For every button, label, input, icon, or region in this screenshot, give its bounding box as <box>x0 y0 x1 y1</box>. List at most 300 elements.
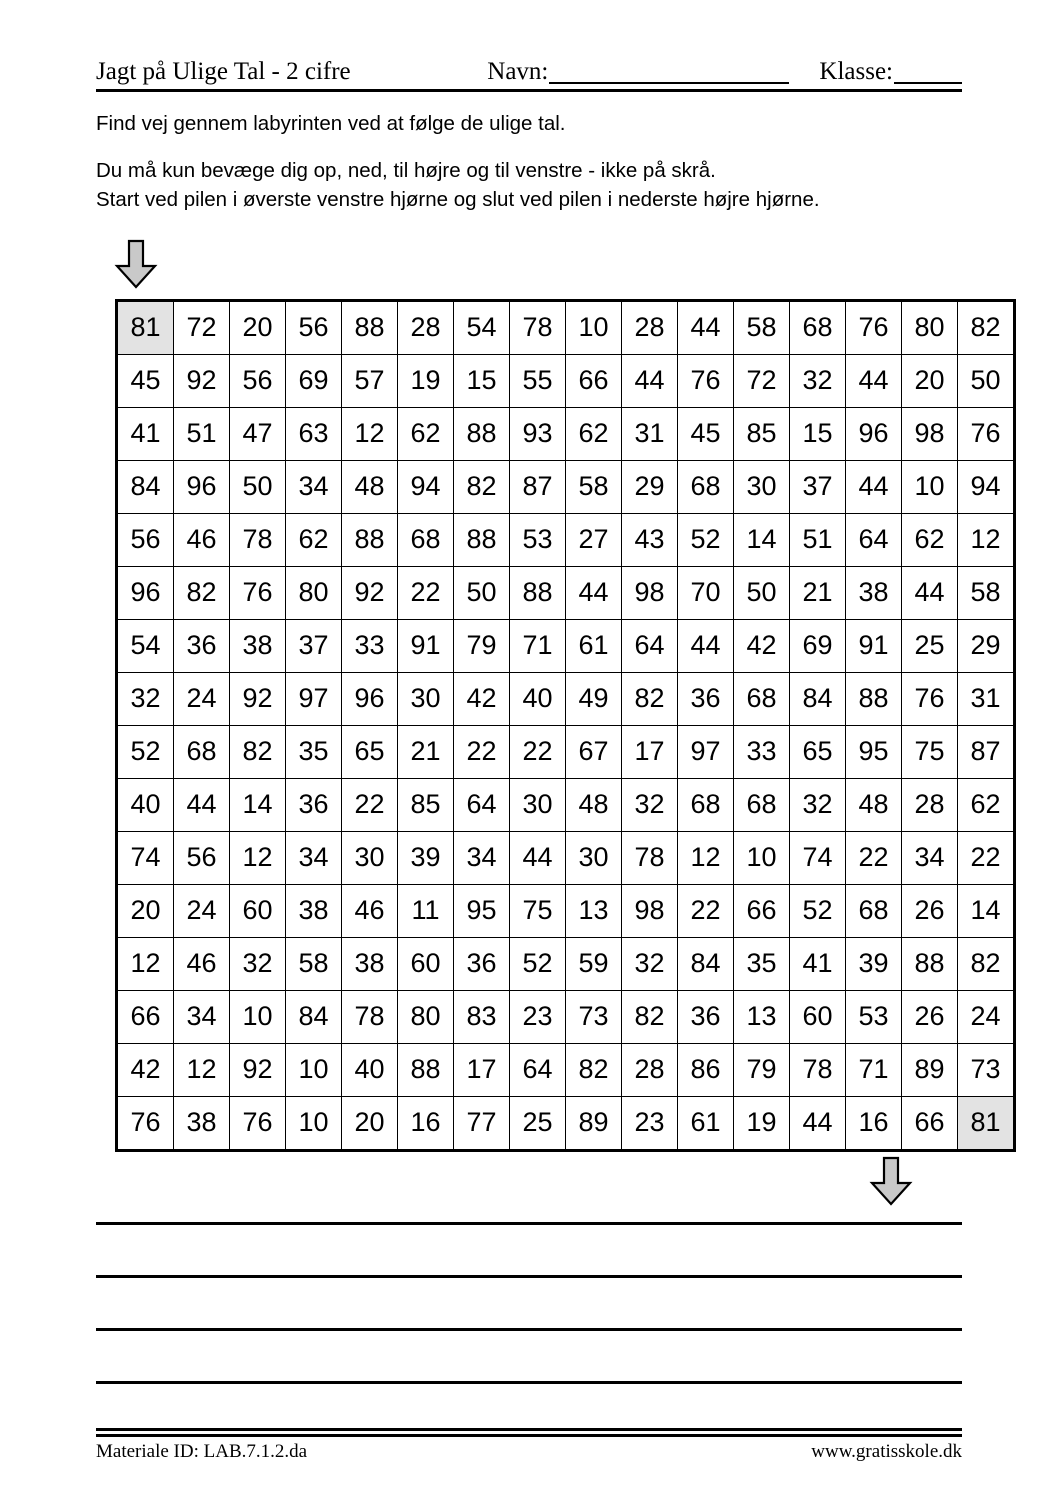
maze-cell[interactable]: 38 <box>342 937 398 990</box>
maze-cell[interactable]: 12 <box>678 831 734 884</box>
maze-cell[interactable]: 89 <box>902 1043 958 1096</box>
maze-cell[interactable]: 48 <box>846 778 902 831</box>
maze-cell[interactable]: 32 <box>622 778 678 831</box>
maze-cell[interactable]: 68 <box>398 513 454 566</box>
answer-lines <box>96 1222 962 1437</box>
maze-cell[interactable]: 66 <box>566 354 622 407</box>
maze-cell[interactable]: 82 <box>622 672 678 725</box>
maze-cell[interactable]: 82 <box>566 1043 622 1096</box>
maze-cell[interactable]: 59 <box>566 937 622 990</box>
answer-line[interactable] <box>96 1275 962 1278</box>
maze-cell[interactable]: 80 <box>286 566 342 619</box>
maze-cell[interactable]: 80 <box>902 300 958 354</box>
maze-cell[interactable]: 64 <box>846 513 902 566</box>
maze-cell[interactable]: 33 <box>342 619 398 672</box>
maze-cell[interactable]: 56 <box>286 300 342 354</box>
maze-end-cell[interactable]: 81 <box>958 1096 1015 1150</box>
instructions-block <box>96 114 962 211</box>
maze-cell[interactable]: 38 <box>230 619 286 672</box>
maze-cell[interactable]: 71 <box>510 619 566 672</box>
maze-cell[interactable]: 32 <box>790 778 846 831</box>
maze-cell[interactable]: 68 <box>678 460 734 513</box>
maze-cell[interactable]: 41 <box>117 407 174 460</box>
maze-row <box>117 937 1015 990</box>
maze-cell[interactable]: 12 <box>342 407 398 460</box>
maze-cell[interactable]: 82 <box>622 990 678 1043</box>
maze-cell[interactable]: 32 <box>117 672 174 725</box>
maze-cell[interactable]: 68 <box>678 778 734 831</box>
maze-cell[interactable]: 12 <box>958 513 1015 566</box>
maze-cell[interactable]: 93 <box>510 407 566 460</box>
maze-cell[interactable]: 74 <box>790 831 846 884</box>
maze-row <box>117 1043 1015 1096</box>
maze-cell[interactable]: 10 <box>734 831 790 884</box>
maze-cell[interactable]: 75 <box>902 725 958 778</box>
maze-cell[interactable]: 50 <box>734 566 790 619</box>
maze-cell[interactable]: 37 <box>790 460 846 513</box>
maze-cell[interactable]: 44 <box>566 566 622 619</box>
maze-cell[interactable]: 58 <box>566 460 622 513</box>
maze-cell[interactable]: 44 <box>174 778 230 831</box>
maze-cell[interactable]: 29 <box>958 619 1015 672</box>
maze-cell[interactable]: 36 <box>454 937 510 990</box>
maze-cell[interactable]: 76 <box>902 672 958 725</box>
maze-cell[interactable]: 40 <box>117 778 174 831</box>
maze-cell[interactable]: 10 <box>286 1043 342 1096</box>
maze-row <box>117 354 1015 407</box>
maze-cell[interactable]: 30 <box>342 831 398 884</box>
maze-cell[interactable]: 14 <box>230 778 286 831</box>
maze-cell[interactable]: 20 <box>902 354 958 407</box>
maze-cell[interactable]: 36 <box>678 990 734 1043</box>
maze-cell[interactable]: 44 <box>846 354 902 407</box>
maze-cell[interactable]: 23 <box>510 990 566 1043</box>
maze-cell[interactable]: 77 <box>454 1096 510 1150</box>
maze-cell[interactable]: 68 <box>734 672 790 725</box>
maze-grid <box>115 299 1016 1152</box>
maze-cell[interactable]: 48 <box>566 778 622 831</box>
maze-cell[interactable]: 96 <box>117 566 174 619</box>
maze-cell[interactable]: 13 <box>566 884 622 937</box>
maze-cell[interactable]: 20 <box>230 300 286 354</box>
maze-cell[interactable]: 76 <box>117 1096 174 1150</box>
maze-cell[interactable]: 75 <box>510 884 566 937</box>
maze-cell[interactable]: 42 <box>454 672 510 725</box>
maze-cell[interactable]: 49 <box>566 672 622 725</box>
maze-cell[interactable]: 58 <box>734 300 790 354</box>
maze-cell[interactable]: 78 <box>342 990 398 1043</box>
maze-cell[interactable]: 62 <box>902 513 958 566</box>
maze-cell[interactable]: 82 <box>230 725 286 778</box>
maze-cell[interactable]: 22 <box>342 778 398 831</box>
maze-cell[interactable]: 25 <box>510 1096 566 1150</box>
maze-cell[interactable]: 53 <box>846 990 902 1043</box>
maze-grid-body <box>117 300 1015 1150</box>
maze-cell[interactable]: 37 <box>286 619 342 672</box>
maze-cell[interactable]: 44 <box>846 460 902 513</box>
maze-cell[interactable]: 14 <box>958 884 1015 937</box>
maze-cell[interactable]: 38 <box>286 884 342 937</box>
maze-cell[interactable]: 96 <box>846 407 902 460</box>
maze-row <box>117 725 1015 778</box>
maze-cell[interactable]: 51 <box>174 407 230 460</box>
maze-row <box>117 300 1015 354</box>
maze-cell[interactable]: 88 <box>454 407 510 460</box>
maze-cell[interactable]: 98 <box>622 566 678 619</box>
maze-cell[interactable]: 34 <box>902 831 958 884</box>
maze-cell[interactable]: 28 <box>902 778 958 831</box>
maze-cell[interactable]: 36 <box>174 619 230 672</box>
maze-cell[interactable]: 63 <box>286 407 342 460</box>
maze-cell[interactable]: 62 <box>958 778 1015 831</box>
maze-cell[interactable]: 85 <box>398 778 454 831</box>
maze-cell[interactable]: 88 <box>454 513 510 566</box>
maze-cell[interactable]: 14 <box>734 513 790 566</box>
maze-cell[interactable]: 12 <box>117 937 174 990</box>
maze-cell[interactable]: 56 <box>117 513 174 566</box>
maze-cell[interactable]: 21 <box>398 725 454 778</box>
maze-cell[interactable]: 88 <box>510 566 566 619</box>
maze-cell[interactable]: 87 <box>510 460 566 513</box>
maze-cell[interactable]: 13 <box>734 990 790 1043</box>
maze-cell[interactable]: 69 <box>790 619 846 672</box>
maze-cell[interactable]: 82 <box>958 937 1015 990</box>
maze-cell[interactable]: 32 <box>230 937 286 990</box>
maze-cell[interactable]: 64 <box>454 778 510 831</box>
maze-cell[interactable]: 24 <box>958 990 1015 1043</box>
maze-cell[interactable]: 92 <box>174 354 230 407</box>
maze-cell[interactable]: 39 <box>846 937 902 990</box>
instruction-spacer <box>96 135 962 161</box>
maze-cell[interactable]: 48 <box>342 460 398 513</box>
footer-row <box>96 1441 962 1463</box>
maze-cell[interactable]: 39 <box>398 831 454 884</box>
maze-row <box>117 831 1015 884</box>
maze-cell[interactable]: 45 <box>678 407 734 460</box>
maze-cell[interactable]: 68 <box>790 300 846 354</box>
maze-cell[interactable]: 76 <box>846 300 902 354</box>
maze-cell[interactable]: 61 <box>678 1096 734 1150</box>
maze-cell[interactable]: 98 <box>902 407 958 460</box>
maze-cell[interactable]: 22 <box>454 725 510 778</box>
maze-cell[interactable]: 95 <box>454 884 510 937</box>
maze-cell[interactable]: 68 <box>734 778 790 831</box>
maze-cell[interactable]: 66 <box>734 884 790 937</box>
name-field-label: Navn: <box>487 58 549 85</box>
maze-cell[interactable]: 54 <box>117 619 174 672</box>
maze-cell[interactable]: 73 <box>958 1043 1015 1096</box>
maze-cell[interactable]: 22 <box>510 725 566 778</box>
maze-row <box>117 619 1015 672</box>
maze-cell[interactable]: 32 <box>622 937 678 990</box>
maze-cell[interactable]: 92 <box>230 1043 286 1096</box>
maze-cell[interactable]: 31 <box>958 672 1015 725</box>
maze-cell[interactable]: 28 <box>398 300 454 354</box>
maze-cell[interactable]: 60 <box>790 990 846 1043</box>
maze-cell[interactable]: 26 <box>902 990 958 1043</box>
maze-cell[interactable]: 60 <box>230 884 286 937</box>
maze-cell[interactable]: 19 <box>398 354 454 407</box>
maze-cell[interactable]: 87 <box>958 725 1015 778</box>
maze-cell[interactable]: 46 <box>174 513 230 566</box>
maze-cell[interactable]: 17 <box>454 1043 510 1096</box>
maze-cell[interactable]: 79 <box>734 1043 790 1096</box>
maze-cell[interactable]: 78 <box>790 1043 846 1096</box>
maze-cell[interactable]: 58 <box>286 937 342 990</box>
maze-cell[interactable]: 98 <box>622 884 678 937</box>
maze-cell[interactable]: 22 <box>846 831 902 884</box>
maze-cell[interactable]: 72 <box>734 354 790 407</box>
maze-cell[interactable]: 30 <box>398 672 454 725</box>
maze-cell[interactable]: 65 <box>342 725 398 778</box>
maze-cell[interactable]: 24 <box>174 672 230 725</box>
maze-cell[interactable]: 30 <box>566 831 622 884</box>
maze-cell[interactable]: 32 <box>790 354 846 407</box>
maze-row <box>117 990 1015 1043</box>
maze-cell[interactable]: 70 <box>678 566 734 619</box>
down-arrow-icon <box>869 1156 913 1206</box>
maze-cell[interactable]: 84 <box>678 937 734 990</box>
website-link[interactable]: www.gratisskole.dk <box>811 1441 962 1462</box>
maze-cell[interactable]: 52 <box>510 937 566 990</box>
maze-cell[interactable]: 82 <box>454 460 510 513</box>
maze-cell[interactable]: 66 <box>902 1096 958 1150</box>
maze-cell[interactable]: 72 <box>174 300 230 354</box>
maze-cell[interactable]: 62 <box>566 407 622 460</box>
maze-cell[interactable]: 78 <box>510 300 566 354</box>
maze-cell[interactable]: 78 <box>622 831 678 884</box>
maze-cell[interactable]: 64 <box>510 1043 566 1096</box>
maze-cell[interactable]: 80 <box>398 990 454 1043</box>
maze-cell[interactable]: 50 <box>958 354 1015 407</box>
maze-cell[interactable]: 76 <box>958 407 1015 460</box>
maze-cell[interactable]: 92 <box>230 672 286 725</box>
maze-cell[interactable]: 25 <box>902 619 958 672</box>
maze-cell[interactable]: 20 <box>342 1096 398 1150</box>
maze-cell[interactable]: 97 <box>678 725 734 778</box>
maze-cell[interactable]: 76 <box>230 566 286 619</box>
maze-cell[interactable]: 84 <box>790 672 846 725</box>
down-arrow-icon <box>114 239 158 289</box>
maze-cell[interactable]: 44 <box>902 566 958 619</box>
maze-cell[interactable]: 91 <box>398 619 454 672</box>
maze-cell[interactable]: 35 <box>286 725 342 778</box>
maze-cell[interactable]: 34 <box>286 460 342 513</box>
maze-cell[interactable]: 15 <box>454 354 510 407</box>
maze-cell[interactable]: 34 <box>454 831 510 884</box>
maze-row <box>117 566 1015 619</box>
maze-cell[interactable]: 54 <box>454 300 510 354</box>
maze-cell[interactable]: 71 <box>846 1043 902 1096</box>
maze-cell[interactable]: 84 <box>117 460 174 513</box>
maze-cell[interactable]: 62 <box>398 407 454 460</box>
page-header <box>96 0 962 84</box>
maze-cell[interactable]: 96 <box>174 460 230 513</box>
maze-cell[interactable]: 12 <box>174 1043 230 1096</box>
maze-row <box>117 884 1015 937</box>
maze-cell[interactable]: 28 <box>622 1043 678 1096</box>
maze-cell[interactable]: 58 <box>958 566 1015 619</box>
maze-cell[interactable]: 30 <box>734 460 790 513</box>
maze-cell[interactable]: 16 <box>398 1096 454 1150</box>
maze-cell[interactable]: 86 <box>678 1043 734 1096</box>
maze-cell[interactable]: 10 <box>566 300 622 354</box>
maze-cell[interactable]: 89 <box>566 1096 622 1150</box>
maze-cell[interactable]: 41 <box>790 937 846 990</box>
maze-cell[interactable]: 55 <box>510 354 566 407</box>
maze-cell[interactable]: 44 <box>678 300 734 354</box>
maze-cell[interactable]: 36 <box>286 778 342 831</box>
maze-cell[interactable]: 51 <box>790 513 846 566</box>
maze-cell[interactable]: 31 <box>622 407 678 460</box>
page-title: Jagt på Ulige Tal - 2 cifre <box>96 58 351 85</box>
maze-cell[interactable]: 88 <box>342 300 398 354</box>
maze-cell[interactable]: 91 <box>846 619 902 672</box>
answer-line[interactable] <box>96 1222 962 1225</box>
maze-cell[interactable]: 57 <box>342 354 398 407</box>
maze-cell[interactable]: 43 <box>622 513 678 566</box>
maze-cell[interactable]: 88 <box>902 937 958 990</box>
maze-cell[interactable]: 23 <box>622 1096 678 1150</box>
instruction-line-2: Du må kun bevæge dig op, ned, til højre og til venstre - ikke på skrå. <box>96 158 716 182</box>
maze-cell[interactable]: 50 <box>454 566 510 619</box>
maze-cell[interactable]: 66 <box>117 990 174 1043</box>
maze-cell[interactable]: 83 <box>454 990 510 1043</box>
footer-divider <box>96 1428 962 1431</box>
maze-cell[interactable]: 65 <box>790 725 846 778</box>
start-arrow-row <box>96 239 962 297</box>
maze-cell[interactable]: 29 <box>622 460 678 513</box>
maze-cell[interactable]: 44 <box>790 1096 846 1150</box>
maze-row <box>117 460 1015 513</box>
class-field-label: Klasse: <box>819 58 893 85</box>
page-footer <box>96 1428 962 1463</box>
maze-cell[interactable]: 97 <box>286 672 342 725</box>
maze-row <box>117 1096 1015 1150</box>
maze-cell[interactable]: 10 <box>230 990 286 1043</box>
maze-cell[interactable]: 96 <box>342 672 398 725</box>
maze-cell[interactable]: 27 <box>566 513 622 566</box>
maze-cell[interactable]: 10 <box>286 1096 342 1150</box>
maze-cell[interactable]: 61 <box>566 619 622 672</box>
maze-row <box>117 778 1015 831</box>
maze-cell[interactable]: 69 <box>286 354 342 407</box>
maze-cell[interactable]: 33 <box>734 725 790 778</box>
maze-cell[interactable]: 85 <box>734 407 790 460</box>
maze-row <box>117 672 1015 725</box>
maze-cell[interactable]: 44 <box>510 831 566 884</box>
maze-row <box>117 407 1015 460</box>
maze-cell[interactable]: 94 <box>398 460 454 513</box>
material-id: Materiale ID: LAB.7.1.2.da <box>96 1441 308 1462</box>
maze-cell[interactable]: 42 <box>734 619 790 672</box>
maze-cell[interactable]: 47 <box>230 407 286 460</box>
maze-row <box>117 513 1015 566</box>
maze-cell[interactable]: 45 <box>117 354 174 407</box>
name-field-input[interactable] <box>549 62 789 84</box>
header-fields <box>487 59 962 84</box>
maze-cell[interactable]: 22 <box>678 884 734 937</box>
maze-cell[interactable]: 76 <box>230 1096 286 1150</box>
maze-cell[interactable]: 88 <box>846 672 902 725</box>
maze-cell[interactable]: 22 <box>398 566 454 619</box>
maze-cell[interactable]: 60 <box>398 937 454 990</box>
maze-cell[interactable]: 11 <box>398 884 454 937</box>
maze-cell[interactable]: 95 <box>846 725 902 778</box>
instruction-line-1: Find vej gennem labyrinten ved at følge de ulige tal. <box>96 112 566 135</box>
maze-cell[interactable]: 92 <box>342 566 398 619</box>
maze-cell[interactable]: 79 <box>454 619 510 672</box>
maze-cell[interactable]: 40 <box>510 672 566 725</box>
maze-cell[interactable]: 19 <box>734 1096 790 1150</box>
maze-cell[interactable]: 82 <box>958 300 1015 354</box>
maze-cell[interactable]: 16 <box>846 1096 902 1150</box>
answer-line[interactable] <box>96 1328 962 1331</box>
maze-cell[interactable]: 10 <box>902 460 958 513</box>
maze-cell[interactable]: 67 <box>566 725 622 778</box>
maze-cell[interactable]: 46 <box>342 884 398 937</box>
maze-cell[interactable]: 62 <box>286 513 342 566</box>
maze-cell[interactable]: 20 <box>117 884 174 937</box>
maze-cell[interactable]: 34 <box>286 831 342 884</box>
maze-cell[interactable]: 17 <box>622 725 678 778</box>
maze-cell[interactable]: 78 <box>230 513 286 566</box>
maze-cell[interactable]: 40 <box>342 1043 398 1096</box>
answer-line[interactable] <box>96 1381 962 1384</box>
class-field-input[interactable] <box>894 62 962 84</box>
maze-cell[interactable]: 52 <box>117 725 174 778</box>
end-arrow-row <box>96 1152 962 1214</box>
maze-cell[interactable]: 84 <box>286 990 342 1043</box>
maze-start-cell[interactable]: 81 <box>117 300 174 354</box>
maze-cell[interactable]: 53 <box>510 513 566 566</box>
maze-cell[interactable]: 35 <box>734 937 790 990</box>
maze-cell[interactable]: 88 <box>342 513 398 566</box>
maze-cell[interactable]: 15 <box>790 407 846 460</box>
maze-cell[interactable]: 36 <box>678 672 734 725</box>
maze-cell[interactable]: 34 <box>174 990 230 1043</box>
maze-cell[interactable]: 94 <box>958 460 1015 513</box>
maze-cell[interactable]: 73 <box>566 990 622 1043</box>
maze-cell[interactable]: 46 <box>174 937 230 990</box>
maze-cell[interactable]: 74 <box>117 831 174 884</box>
instruction-line-3: Start ved pilen i øverste venstre hjørne og slut ved pilen i nederste højre hjørne. <box>96 188 820 211</box>
maze-cell[interactable]: 88 <box>398 1043 454 1096</box>
maze-cell[interactable]: 22 <box>958 831 1015 884</box>
maze-cell[interactable]: 44 <box>622 354 678 407</box>
maze-cell[interactable]: 38 <box>174 1096 230 1150</box>
maze-cell[interactable]: 68 <box>174 725 230 778</box>
maze-cell[interactable]: 28 <box>622 300 678 354</box>
maze-cell[interactable]: 50 <box>230 460 286 513</box>
maze-cell[interactable]: 12 <box>230 831 286 884</box>
maze-cell[interactable]: 26 <box>902 884 958 937</box>
maze-cell[interactable]: 38 <box>846 566 902 619</box>
maze-cell[interactable]: 24 <box>174 884 230 937</box>
maze-cell[interactable]: 52 <box>790 884 846 937</box>
maze-cell[interactable]: 64 <box>622 619 678 672</box>
maze-cell[interactable]: 76 <box>678 354 734 407</box>
maze-cell[interactable]: 56 <box>230 354 286 407</box>
maze-cell[interactable]: 82 <box>174 566 230 619</box>
maze-cell[interactable]: 56 <box>174 831 230 884</box>
maze-cell[interactable]: 21 <box>790 566 846 619</box>
maze-cell[interactable]: 44 <box>678 619 734 672</box>
maze-cell[interactable]: 68 <box>846 884 902 937</box>
maze-cell[interactable]: 52 <box>678 513 734 566</box>
maze-cell[interactable]: 42 <box>117 1043 174 1096</box>
maze-cell[interactable]: 30 <box>510 778 566 831</box>
